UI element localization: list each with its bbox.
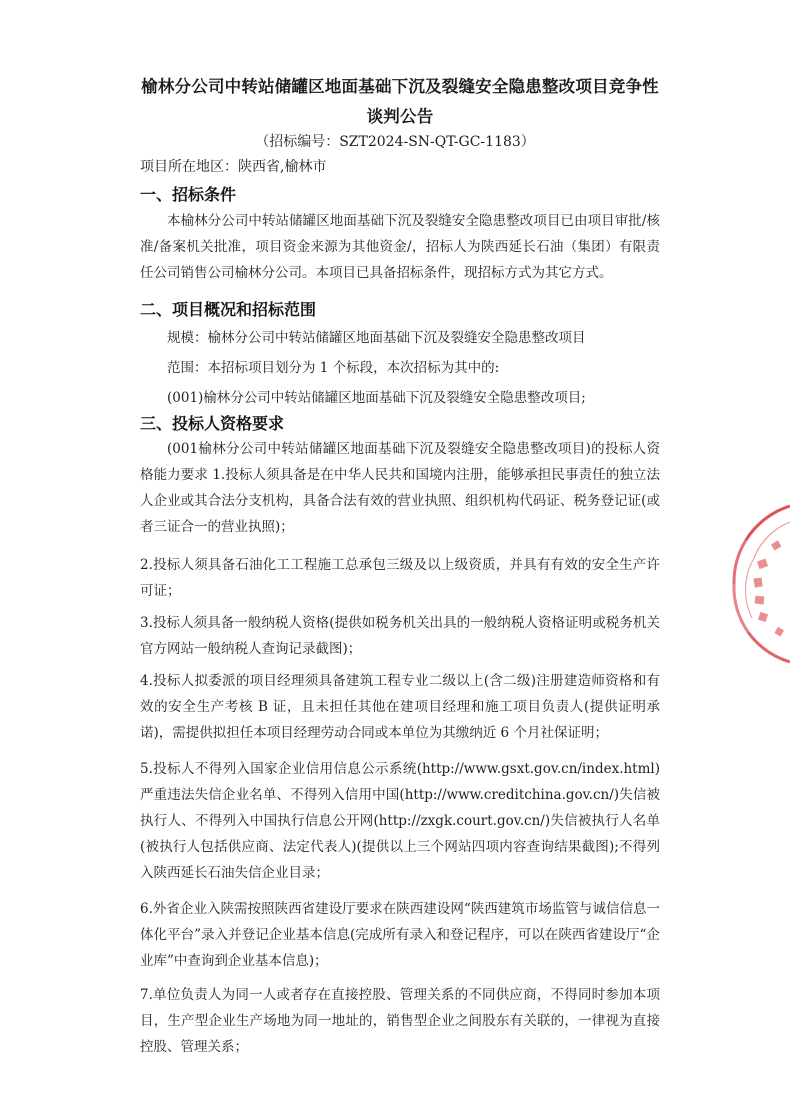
section-1-body: 本榆林分公司中转站储罐区地面基础下沉及裂缝安全隐患整改项目已由项目审批/核准/备案机关批准，项目资金来源为其他资金/，招标人为陕西延长石油（集团）有限责任公司销售公司榆林分公司。本项目已具备招标条件，现招标方式为其它方式。 [140, 213, 660, 281]
section-heading-1: 一、招标条件 [140, 185, 237, 204]
document-title: 榆林分公司中转站储罐区地面基础下沉及裂缝安全隐患整改项目竞争性谈判公告 [141, 77, 659, 126]
requirement-1: (001榆林分公司中转站储罐区地面基础下沉及裂缝安全隐患整改项目)的投标人资格能力要求 1.投标人须具备是在中华人民共和国境内注册，能够承担民事责任的独立法人企业或其合法分支机构，具备合法有效的营业执照、组织机构代码证、税务登记证(或者三证合一的营业执照)； [140, 441, 660, 535]
project-region: 项目所在地区：陕西省,榆林市 [140, 159, 327, 175]
requirement-6: 6.外省企业入陕需按照陕西省建设厅要求在陕西建设网“陕西建筑市场监管与诚信信息一体化平台”录入并登记企业基本信息(完成所有录入和登记程序，可以在陕西省建设厅“企业库”中查询到企业基本信息)； [140, 901, 660, 969]
requirement-3: 3.投标人须具备一般纳税人资格(提供如税务机关出具的一般纳税人资格证明或税务机关官方网站一般纳税人查询记录截图)； [140, 615, 660, 657]
project-scope: 范围：本招标项目划分为 1 个标段，本次招标为其中的: [167, 360, 500, 376]
requirement-2: 2.投标人须具备石油化工工程施工总承包三级及以上级资质，并具有有效的安全生产许可证； [140, 557, 660, 599]
project-lot: (001)榆林分公司中转站储罐区地面基础下沉及裂缝安全隐患整改项目; [167, 390, 586, 406]
section-heading-3: 三、投标人资格要求 [140, 414, 285, 433]
requirement-5: 5.投标人不得列入国家企业信用信息公示系统(http://www.gsxt.gov.cn/index.html)严重违法失信企业名单、不得列入信用中国(http://www.creditchina.gov.cn/)失信被执行人、不得列入中国执行信息公开网(http://zxgk.court.gov.cn/)失信被执行人名单(被执行人包括供应商、法定代表人)(提供以上三个网站四项内容查询结果截图);不得列入陕西延长石油失信企业目录； [140, 761, 660, 881]
project-scale: 规模：榆林分公司中转站储罐区地面基础下沉及裂缝安全隐患整改项目 [167, 330, 586, 346]
requirement-7: 7.单位负责人为同一人或者存在直接控股、管理关系的不同供应商，不得同时参加本项目，生产型企业生产场地为同一地址的，销售型企业之间股东有关联的，一律视为直接控股、管理关系； [140, 987, 660, 1055]
requirement-4: 4.投标人拟委派的项目经理须具备建筑工程专业二级以上(含二级)注册建造师资格和有效的安全生产考核 B 证，且未担任其他在建项目经理和施工项目负责人(提供证明承诺)，需提供拟担任本项目经理劳动合同或本单位为其缴纳近 6 个月社保证明； [140, 673, 660, 741]
official-seal-stamp [728, 500, 790, 670]
tender-code: （招标编号：SZT2024-SN-QT-GC-1183） [255, 134, 535, 150]
section-heading-2: 二、项目概况和招标范围 [140, 300, 317, 319]
